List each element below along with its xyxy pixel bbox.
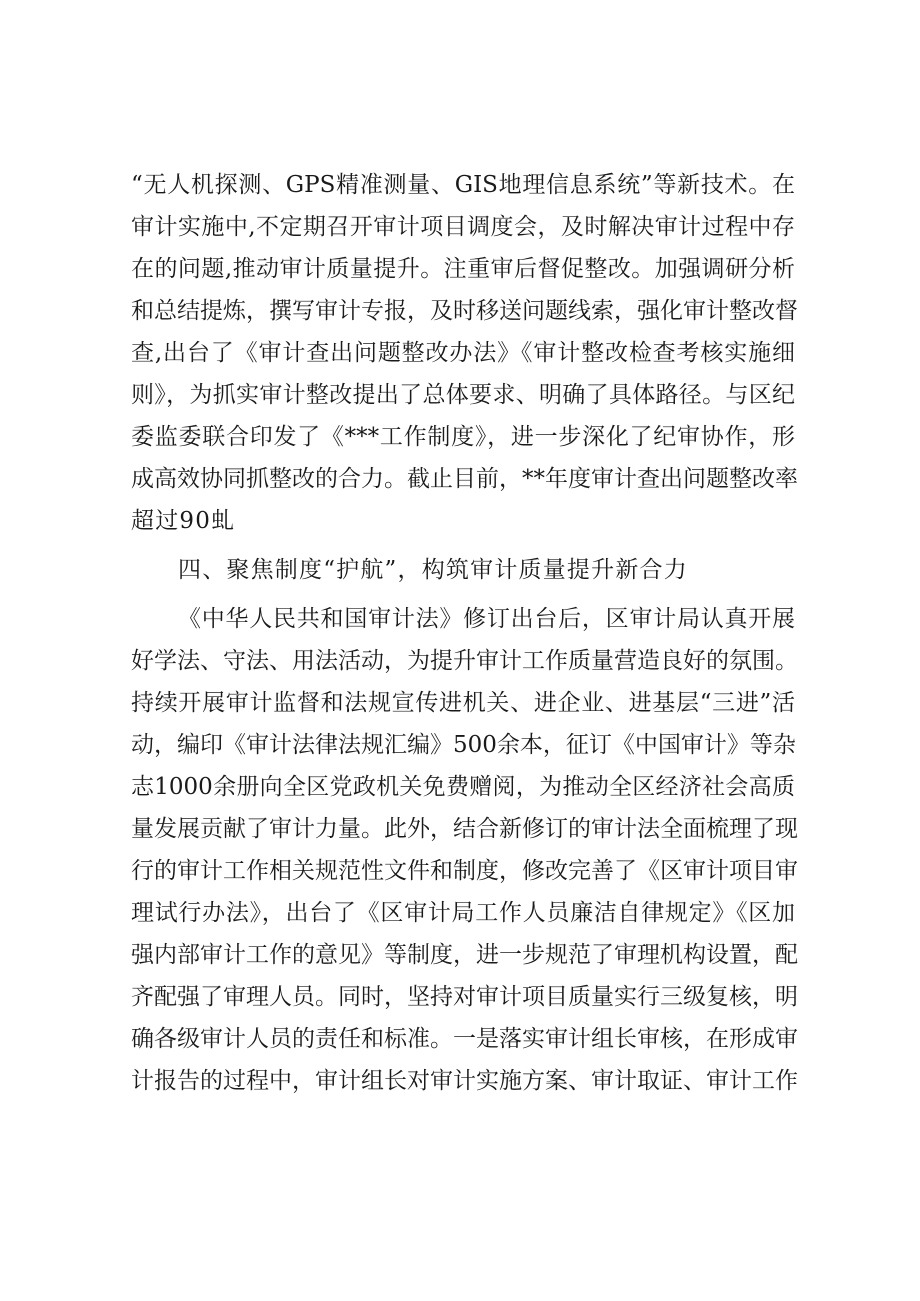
text-line: 动，编印《审计法律法规汇编》500余本，征订《中国审计》等杂 [131,732,796,758]
section-heading: 四、聚焦制度“护航”，构筑审计质量提升新合力 [178,557,688,583]
text-line: 好学法、守法、用法活动，为提升审计工作质量营造良好的氛围。 [131,648,798,674]
text-line: 查,出台了《审计查出问题整改办法》《审计整改检查考核实施细 [131,340,795,366]
text-line: 行的审计工作相关规范性文件和制度，修改完善了《区审计项目审 [131,858,798,884]
text-line: 则》，为抓实审计整改提出了总体要求、明确了具体路径。与区纪 [131,382,795,408]
text-line: “无人机探测、GPS精准测量、GIS地理信息系统”等新技术。在 [131,172,795,198]
text-line: 和总结提炼，撰写审计专报，及时移送问题线索，强化审计整改督 [131,298,798,324]
text-line: 《中华人民共和国审计法》修订出台后，区审计局认真开展 [178,606,795,632]
text-line: 理试行办法》，出台了《区审计局工作人员廉洁自律规定》《区加 [131,900,795,926]
text-line: 成高效协同抓整改的合力。截止目前，**年度审计查出问题整改率 [131,466,798,492]
text-line: 委监委联合印发了《***工作制度》，进一步深化了纪审协作，形 [131,424,795,450]
text-line: 持续开展审计监督和法规宣传进机关、进企业、进基层“三进”活 [131,690,795,716]
text-line: 强内部审计工作的意见》等制度，进一步规范了审理机构设置，配 [131,942,798,968]
text-line: 志1000余册向全区党政机关免费赠阅，为推动全区经济社会高质 [131,774,795,800]
text-line: 确各级审计人员的责任和标准。一是落实审计组长审核，在形成审 [131,1026,798,1052]
text-line: 在的问题,推动审计质量提升。注重审后督促整改。加强调研分析 [131,256,795,282]
text-line: 齐配强了审理人员。同时，坚持对审计项目质量实行三级复核，明 [131,984,798,1010]
text-line: 审计实施中,不定期召开审计项目调度会，及时解决审计过程中存 [131,214,795,240]
text-line: 计报告的过程中，审计组长对审计实施方案、审计取证、审计工作 [131,1068,798,1094]
text-line: 量发展贡献了审计力量。此外，结合新修订的审计法全面梳理了现 [131,816,798,842]
text-line: 超过90虬 [131,508,236,534]
